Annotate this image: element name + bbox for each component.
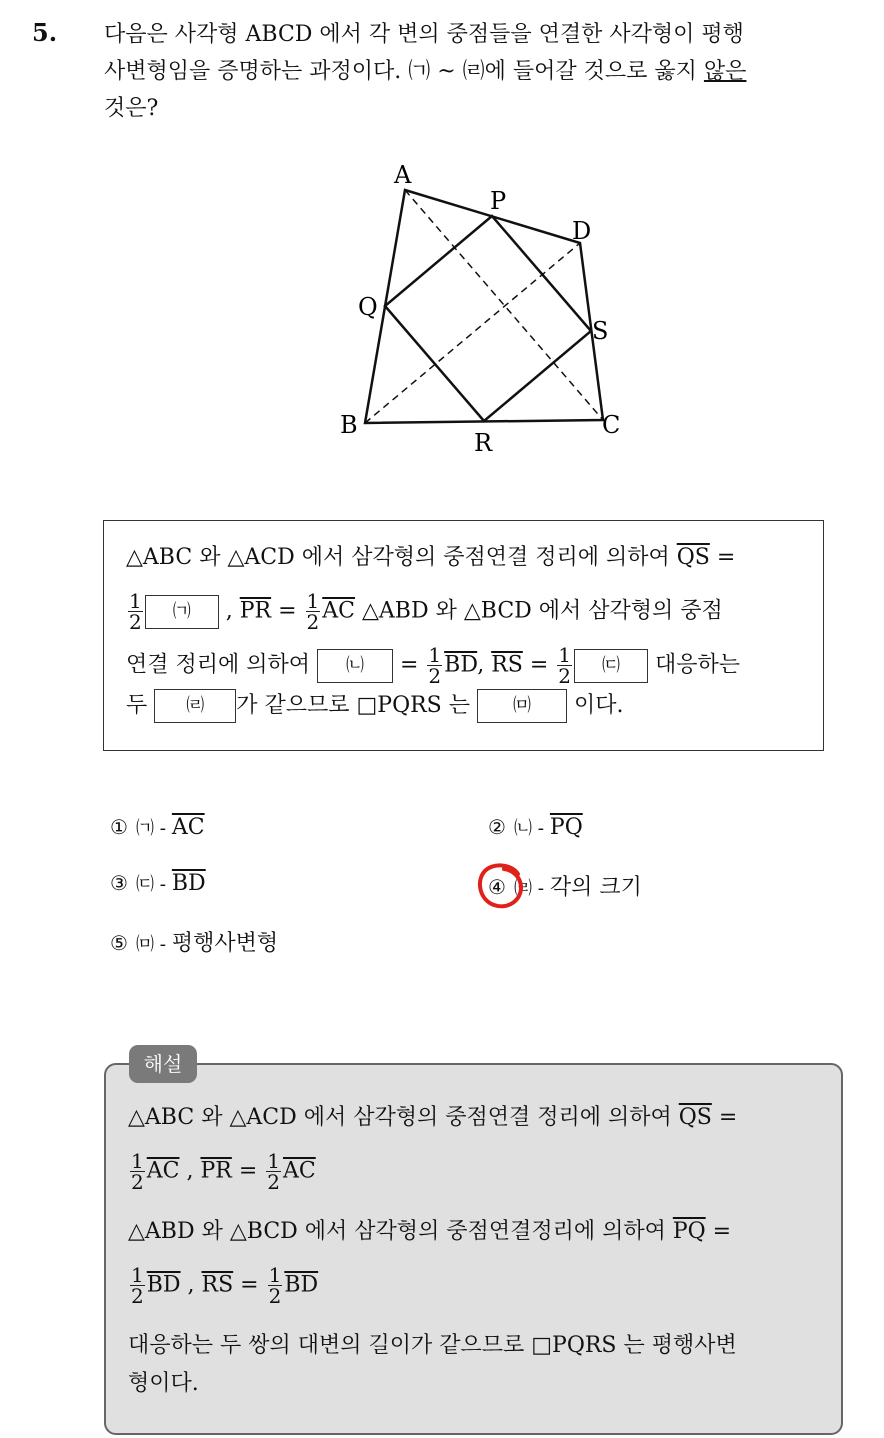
solution-tag: 해설 [129, 1045, 197, 1083]
fraction-half [268, 1265, 283, 1306]
segment: $\overline{BD}$ [284, 1272, 319, 1298]
option-text: 각의 크기 [549, 875, 642, 900]
quadrilateral-abcd [365, 190, 603, 423]
segment: $\overline{BD}$ [146, 1272, 181, 1298]
option-mark: ㈁ [513, 818, 532, 839]
option-mark: ㈄ [135, 934, 154, 955]
proof-line-1 [126, 541, 735, 575]
question-number: 5. [32, 18, 58, 47]
proof-text: = [709, 545, 736, 570]
solution-text: △ABC 와 △ACD 에서 삼각형의 중점연결 정리에 의하여 [128, 1105, 679, 1130]
option-number: ④ [488, 875, 506, 899]
segment: $\overline{PR}$ [239, 598, 272, 624]
solution-line-4 [128, 1265, 318, 1306]
option-mark: ㈀ [135, 818, 154, 839]
option-2[interactable] [488, 814, 583, 840]
segment: $\overline{PQ}$ [672, 1219, 706, 1244]
segment: $\overline{AC}$ [146, 1158, 180, 1184]
label-s: S [592, 317, 609, 345]
proof-text: 이다. [567, 693, 624, 718]
segment: $\overline{PR}$ [200, 1158, 232, 1184]
fraction-numerator: 1 [131, 1263, 144, 1287]
red-pen-stroke [480, 865, 521, 906]
proof-text: = [522, 652, 556, 678]
option-separator: - [531, 878, 550, 899]
segment: $\overline{RS}$ [491, 652, 523, 678]
fraction-denominator: 2 [428, 664, 442, 688]
question-line-3: 것은? [104, 96, 159, 121]
option-separator: - [153, 818, 172, 839]
solution-line-6: 형이다. [128, 1371, 199, 1396]
solution-text: , [180, 1272, 202, 1298]
fraction-half [427, 645, 442, 686]
question-line-1: 다음은 사각형 ABCD 에서 각 변의 중점들을 연결한 사각형이 평행 [104, 22, 744, 47]
option-text: $\overline{BD}$ [171, 871, 206, 896]
label-a: A [394, 161, 412, 189]
option-number: ① [110, 815, 128, 839]
blank-1: ㈀ [145, 595, 219, 629]
fraction-numerator: 1 [131, 1149, 144, 1173]
fraction-denominator: 2 [131, 1170, 144, 1194]
quadrilateral-figure [320, 155, 650, 465]
proof-text: , [477, 652, 492, 678]
segment: $\overline{RS}$ [201, 1272, 234, 1298]
segment: $\overline{AC}$ [282, 1158, 316, 1184]
option-5[interactable] [110, 926, 278, 957]
proof-text: 대응하는 [647, 652, 740, 678]
blank-2: ㈁ [317, 649, 393, 683]
question-line-2-text: 사변형임을 증명하는 과정이다. ㈀ ~ ㈃에 들어갈 것으로 옳지 [104, 59, 704, 84]
solution-line-3 [128, 1215, 731, 1249]
solution-box [104, 1063, 843, 1435]
solution-text: , [179, 1158, 201, 1184]
proof-line-4 [126, 689, 624, 723]
blank-4: ㈃ [154, 689, 236, 723]
option-text: $\overline{PQ}$ [549, 815, 583, 840]
proof-text: 가 같으므로 □PQRS 는 [236, 693, 477, 718]
option-separator: - [153, 874, 172, 895]
proof-text: = [271, 598, 304, 624]
proof-text: △ABD 와 △BCD 에서 삼각형의 중점 [354, 598, 723, 624]
option-text: $\overline{AC}$ [171, 815, 205, 840]
proof-line-3 [126, 643, 740, 688]
fraction-half [557, 645, 572, 686]
label-q: Q [358, 293, 378, 321]
blank-5: ㈄ [477, 689, 567, 723]
proof-text: , [218, 598, 240, 624]
label-b: B [340, 411, 358, 439]
proof-text: = [393, 652, 426, 678]
label-p: P [490, 187, 507, 215]
segment: $\overline{QS}$ [676, 545, 710, 570]
fraction-denominator: 2 [129, 610, 142, 634]
proof-text: △ABC 와 △ACD 에서 삼각형의 중점연결 정리에 의하여 [126, 545, 677, 570]
fraction-denominator: 2 [268, 1284, 282, 1308]
fraction-half [130, 1151, 145, 1192]
fraction-numerator: 1 [558, 643, 571, 667]
label-r: R [474, 429, 493, 457]
label-d: D [572, 217, 592, 245]
option-1[interactable] [110, 814, 205, 840]
segment: $\overline{BD}$ [444, 652, 478, 678]
diagonal-bd [365, 243, 580, 423]
option-number: ② [488, 815, 506, 839]
option-3[interactable] [110, 870, 206, 896]
quadrilateral-pqrs [385, 216, 591, 421]
option-mark: ㈂ [135, 874, 154, 895]
fraction-half [128, 591, 143, 632]
option-number: ③ [110, 871, 128, 895]
fraction-numerator: 1 [268, 1263, 282, 1287]
fraction-denominator: 2 [131, 1284, 144, 1308]
blank-3: ㈂ [574, 649, 648, 683]
solution-text: = [231, 1158, 265, 1184]
solution-text: = [233, 1272, 266, 1298]
underlined-emphasis: 않은 [703, 59, 747, 84]
fraction-numerator: 1 [306, 589, 320, 613]
answer-circle-mark [474, 860, 530, 912]
solution-line-1 [128, 1101, 737, 1135]
solution-text: △ABD 와 △BCD 에서 삼각형의 중점연결정리에 의하여 [128, 1219, 673, 1244]
proof-box [103, 520, 824, 751]
fraction-half [130, 1265, 145, 1306]
option-mark: ㈃ [513, 878, 532, 899]
option-text: 평행사변형 [171, 931, 279, 956]
fraction-numerator: 1 [428, 643, 442, 667]
question-line-2 [104, 53, 864, 90]
fraction-half [306, 591, 321, 632]
segment: $\overline{AC}$ [322, 598, 355, 624]
fraction-denominator: 2 [558, 664, 571, 688]
segment: $\overline{QS}$ [678, 1105, 712, 1130]
solution-line-2 [128, 1151, 316, 1192]
fraction-numerator: 1 [129, 589, 142, 613]
fraction-numerator: 1 [267, 1149, 280, 1173]
solution-text: = [711, 1105, 738, 1130]
option-number: ⑤ [110, 931, 128, 955]
proof-text: 연결 정리에 의하여 [126, 652, 317, 678]
label-c: C [602, 411, 621, 439]
solution-text: = [705, 1219, 732, 1244]
fraction-denominator: 2 [267, 1170, 280, 1194]
fraction-half [266, 1151, 281, 1192]
proof-line-2 [126, 589, 723, 634]
question-text [104, 16, 864, 127]
solution-line-5: 대응하는 두 쌍의 대변의 길이가 같으므로 □PQRS 는 평행사변 [128, 1333, 737, 1358]
proof-text: 두 [126, 693, 155, 718]
option-separator: - [153, 934, 172, 955]
option-separator: - [531, 818, 550, 839]
fraction-denominator: 2 [306, 610, 320, 634]
